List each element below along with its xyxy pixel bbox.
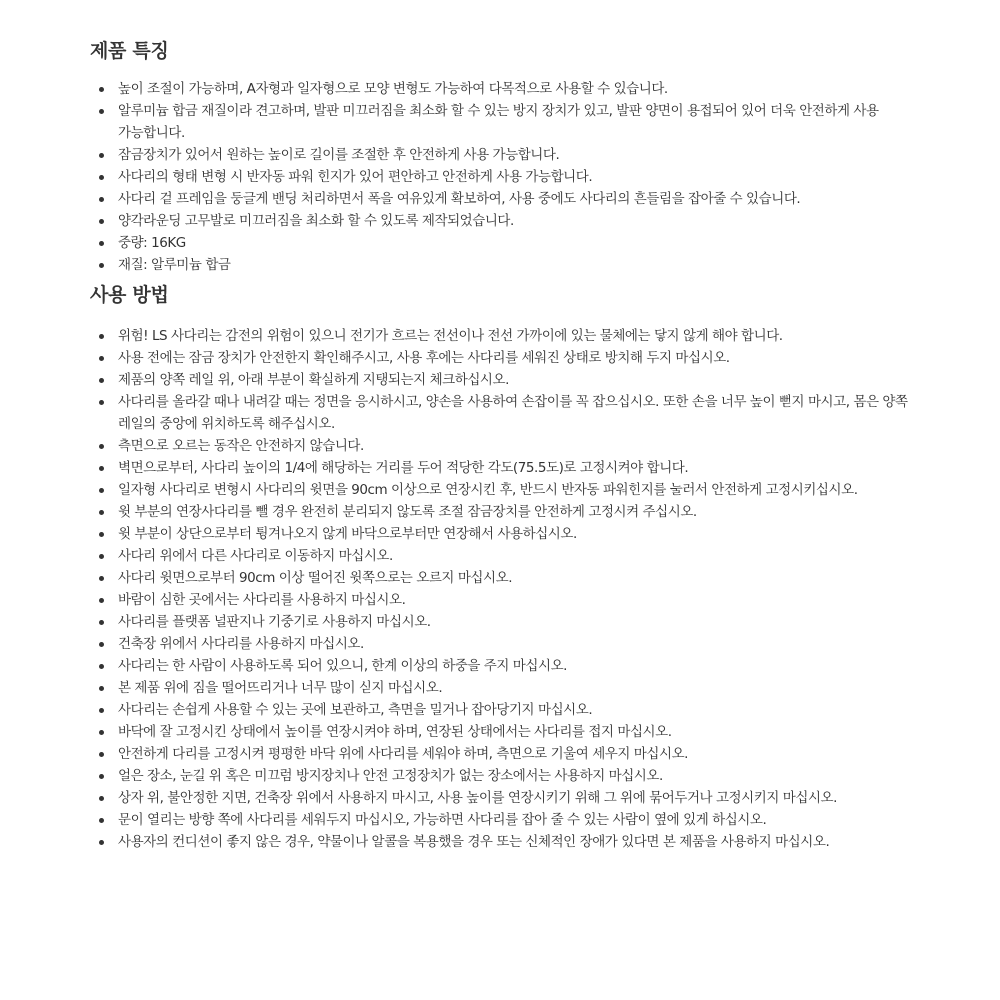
usage-item: 측면으로 오르는 동작은 안전하지 않습니다. xyxy=(90,435,910,457)
feature-item: 높이 조절이 가능하며, A자형과 일자형으로 모양 변형도 가능하여 다목적으로 사용할 수 있습니다. xyxy=(90,78,910,100)
usage-item: 문이 열리는 방향 쪽에 사다리를 세워두지 마십시오, 가능하면 사다리를 잡아 줄 수 있는 사람이 옆에 있게 하십시오. xyxy=(90,809,910,831)
usage-item: 사용자의 컨디션이 좋지 않은 경우, 약물이나 알콜을 복용했을 경우 또는 신체적인 장애가 있다면 본 제품을 사용하지 마십시오. xyxy=(90,831,910,853)
usage-item: 벽면으로부터, 사다리 높이의 1/4에 해당하는 거리를 두어 적당한 각도(75.5도)로 고정시켜야 합니다. xyxy=(90,457,910,479)
usage-item: 제품의 양쪽 레일 위, 아래 부분이 확실하게 지탱되는지 체크하십시오. xyxy=(90,369,910,391)
features-list xyxy=(90,78,910,276)
usage-item: 사용 전에는 잠금 장치가 안전한지 확인해주시고, 사용 후에는 사다리를 세워진 상태로 방치해 두지 마십시오. xyxy=(90,347,910,369)
usage-item: 사다리를 플랫폼 널판지나 기중기로 사용하지 마십시오. xyxy=(90,611,910,633)
usage-item: 얼은 장소, 눈길 위 혹은 미끄럼 방지장치나 안전 고정장치가 없는 장소에서는 사용하지 마십시오. xyxy=(90,765,910,787)
feature-item-material: 재질: 알루미늄 합금 xyxy=(90,254,910,276)
usage-item: 건축장 위에서 사다리를 사용하지 마십시오. xyxy=(90,633,910,655)
usage-item: 상자 위, 불안정한 지면, 건축장 위에서 사용하지 마시고, 사용 높이를 연장시키기 위해 그 위에 묶어두거나 고정시키지 마십시오. xyxy=(90,787,910,809)
feature-item: 알루미늄 합금 재질이라 견고하며, 발판 미끄러짐을 최소화 할 수 있는 방지 장치가 있고, 발판 양면이 용접되어 있어 더욱 안전하게 사용 가능합니다. xyxy=(90,100,910,144)
usage-item: 사다리 윗면으로부터 90cm 이상 떨어진 윗쪽으로는 오르지 마십시오. xyxy=(90,567,910,589)
usage-heading: 사용 방법 xyxy=(90,284,169,306)
feature-item: 사다리의 형태 변형 시 반자동 파워 힌지가 있어 편안하고 안전하게 사용 가능합니다. xyxy=(90,166,910,188)
usage-item: 바닥에 잘 고정시킨 상태에서 높이를 연장시켜야 하며, 연장된 상태에서는 사다리를 접지 마십시오. xyxy=(90,721,910,743)
feature-item: 잠금장치가 있어서 원하는 높이로 길이를 조절한 후 안전하게 사용 가능합니다. xyxy=(90,144,910,166)
feature-item-weight: 중량: 16KG xyxy=(90,232,910,254)
usage-item: 일자형 사다리로 변형시 사다리의 윗면을 90cm 이상으로 연장시킨 후, 반드시 반자동 파워힌지를 눌러서 안전하게 고정시키십시오. xyxy=(90,479,910,501)
usage-item: 안전하게 다리를 고정시켜 평평한 바닥 위에 사다리를 세워야 하며, 측면으로 기울여 세우지 마십시오. xyxy=(90,743,910,765)
features-heading: 제품 특징 xyxy=(90,40,169,62)
usage-item: 사다리 위에서 다른 사다리로 이동하지 마십시오. xyxy=(90,545,910,567)
usage-item: 사다리를 올라갈 때나 내려갈 때는 정면을 응시하시고, 양손을 사용하여 손잡이를 꼭 잡으십시오. 또한 손을 너무 높이 뻗지 마시고, 몸은 양쪽 레일의 중앙에 위치하도록 해주십시오. xyxy=(90,391,910,435)
usage-item: 본 제품 위에 짐을 떨어뜨리거나 너무 많이 싣지 마십시오. xyxy=(90,677,910,699)
usage-item: 사다리는 손쉽게 사용할 수 있는 곳에 보관하고, 측면을 밀거나 잡아당기지 마십시오. xyxy=(90,699,910,721)
usage-item: 사다리는 한 사람이 사용하도록 되어 있으니, 한계 이상의 하중을 주지 마십시오. xyxy=(90,655,910,677)
usage-item: 바람이 심한 곳에서는 사다리를 사용하지 마십시오. xyxy=(90,589,910,611)
feature-item: 양각라운딩 고무발로 미끄러짐을 최소화 할 수 있도록 제작되었습니다. xyxy=(90,210,910,232)
feature-item: 사다리 겉 프레임을 둥글게 밴딩 처리하면서 폭을 여유있게 확보하여, 사용 중에도 사다리의 흔들림을 잡아줄 수 있습니다. xyxy=(90,188,910,210)
usage-item: 윗 부분이 상단으로부터 튕겨나오지 않게 바닥으로부터만 연장해서 사용하십시오. xyxy=(90,523,910,545)
usage-list xyxy=(90,325,910,853)
usage-item: 윗 부분의 연장사다리를 뺄 경우 완전히 분리되지 않도록 조절 잠금장치를 안전하게 고정시켜 주십시오. xyxy=(90,501,910,523)
usage-item: 위험! LS 사다리는 감전의 위험이 있으니 전기가 흐르는 전선이나 전선 가까이에 있는 물체에는 닿지 않게 해야 합니다. xyxy=(90,325,910,347)
